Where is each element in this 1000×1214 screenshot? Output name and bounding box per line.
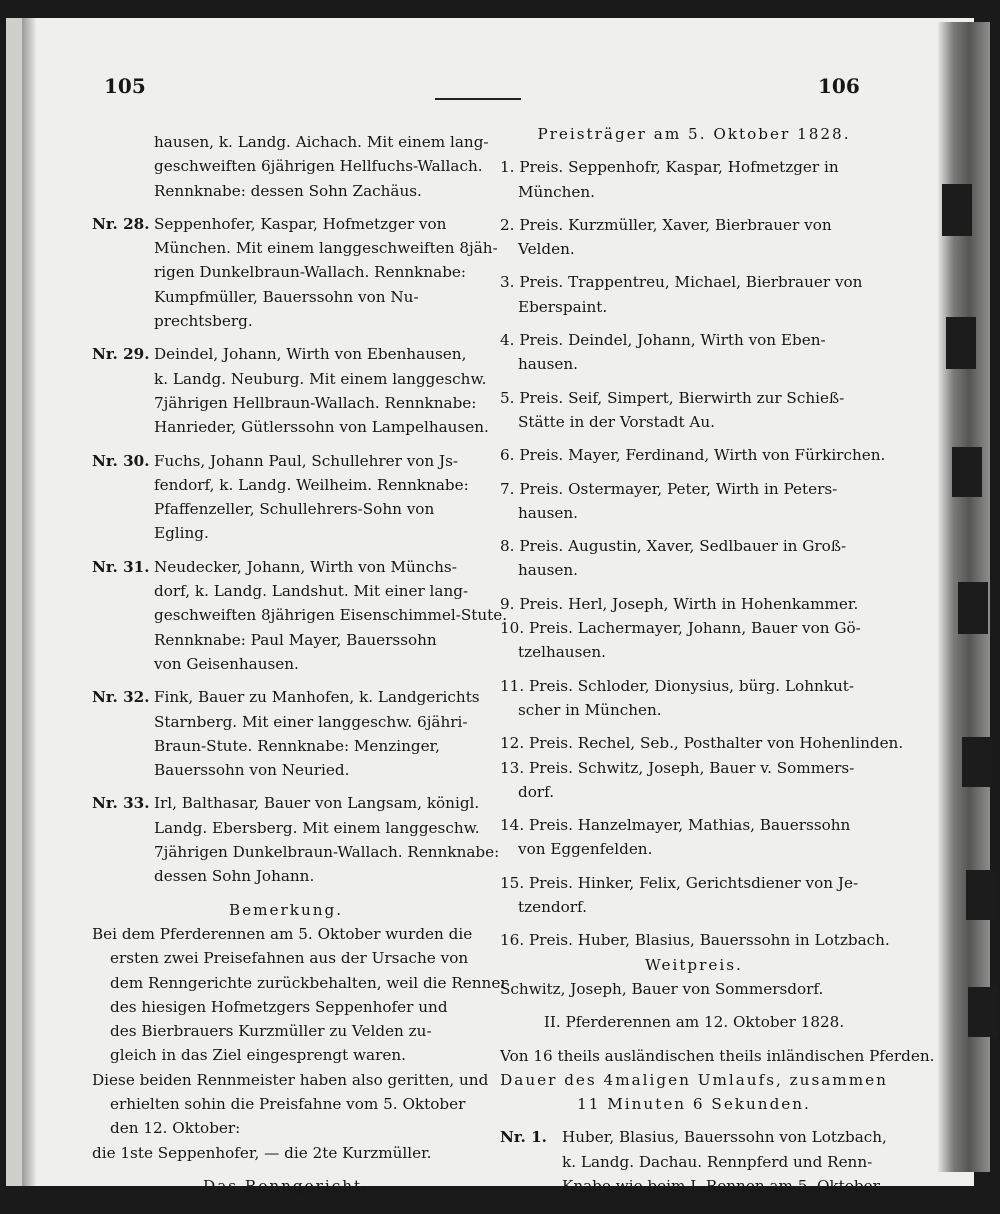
entry-number: Nr. 32.	[92, 688, 150, 707]
line-text: 1. Preis. Seppenhofr, Kaspar, Hofmetzger in	[500, 158, 839, 177]
text-line	[92, 260, 480, 284]
text-line	[500, 534, 888, 558]
entry-number: Nr. 33.	[92, 794, 150, 813]
text-line	[92, 309, 480, 333]
index-tab	[962, 737, 992, 787]
text-line	[92, 391, 480, 415]
text-line	[92, 579, 480, 603]
text-line	[500, 213, 888, 237]
index-tab	[946, 317, 976, 369]
line-text: von Geisenhausen.	[154, 654, 299, 673]
page-number: 106	[818, 74, 860, 98]
line-text: 3. Preis. Trappentreu, Michael, Bierbrauer von	[500, 273, 863, 292]
text-line	[92, 1141, 480, 1165]
line-text: Pfaffenzeller, Schullehrers-Sohn von	[154, 500, 435, 519]
line-text: Von 16 theils ausländischen theils inländischen Pferden.	[500, 1046, 935, 1065]
line-text: Irl, Balthasar, Bauer von Langsam, königl.	[154, 794, 480, 813]
line-text: Rennknabe: dessen Sohn Zachäus.	[154, 181, 422, 200]
line-text: Landg. Ebersberg. Mit einem langgeschw.	[154, 818, 480, 837]
line-text: 6. Preis. Mayer, Ferdinand, Wirth von Fürkirchen.	[500, 446, 886, 465]
text-line	[500, 352, 888, 376]
line-text: des hiesigen Hofmetzgers Seppenhofer und	[110, 997, 448, 1016]
text-line	[500, 1044, 935, 1068]
text-line	[92, 367, 487, 391]
line-text: Preisträger am 5. Oktober 1828.	[537, 125, 851, 143]
text-line	[92, 1092, 480, 1116]
text-line	[92, 734, 480, 758]
line-text: erhielten sohin die Preisfahne vom 5. Oktober	[110, 1094, 466, 1113]
line-text: Bauerssohn von Neuried.	[154, 761, 350, 780]
line-text: München.	[518, 182, 595, 201]
text-line	[92, 652, 480, 676]
line-text: k. Landg. Dachau. Rennpferd und Renn-	[562, 1152, 873, 1171]
text-line	[500, 1174, 888, 1198]
header-rule	[435, 98, 521, 100]
line-text: München. Mit einem langgeschweiften 8jäh-	[154, 239, 498, 258]
line-text: dem Renngerichte zurückbehalten, weil die Renner	[110, 973, 508, 992]
line-text: des Bierbrauers Kurzmüller zu Velden zu-	[110, 1022, 432, 1041]
line-text: 15. Preis. Hinker, Felix, Gerichtsdiener von Je-	[500, 873, 859, 892]
line-text: scher in München.	[518, 700, 662, 719]
text-line	[92, 864, 480, 888]
index-tab	[966, 870, 996, 920]
page-edges	[938, 22, 990, 1172]
text-line	[92, 415, 489, 439]
line-text: 7. Preis. Ostermayer, Peter, Wirth in Peters-	[500, 479, 838, 498]
text-line	[500, 895, 888, 919]
line-text: Neudecker, Johann, Wirth von Münchs-	[154, 557, 457, 576]
line-text: 2. Preis. Kurzmüller, Xaver, Bierbrauer von	[500, 215, 832, 234]
text-line	[500, 1125, 888, 1149]
line-text: dorf.	[518, 782, 555, 801]
line-text: k. Landg. Neuburg. Mit einem langgeschw.	[154, 369, 487, 388]
line-text: prechtsberg.	[154, 312, 253, 331]
text-line	[92, 971, 508, 995]
index-tab	[968, 987, 998, 1037]
text-line	[500, 592, 888, 616]
line-text: 16. Preis. Huber, Blasius, Bauerssohn in Lotzbach.	[500, 931, 890, 950]
line-text: 5. Preis. Seif, Simpert, Bierwirth zur Schieß-	[500, 388, 845, 407]
line-text: Fuchs, Johann Paul, Schullehrer von Js-	[154, 451, 459, 470]
line-text: 14. Preis. Hanzelmayer, Mathias, Bauerssohn	[500, 816, 851, 835]
entry-number: Nr. 29.	[92, 345, 150, 364]
text-line	[500, 674, 888, 698]
line-text: den 12. Oktober:	[110, 1119, 241, 1138]
text-line	[92, 898, 480, 922]
line-text: geschweiften 6jährigen Hellfuchs-Wallach.	[154, 157, 483, 176]
text-line	[92, 236, 498, 260]
text-line	[500, 1150, 888, 1174]
line-text: 7jährigen Hellbraun-Wallach. Rennknabe:	[154, 393, 477, 412]
text-line	[92, 1174, 480, 1198]
text-line	[92, 922, 480, 946]
line-text: Kumpfmüller, Bauerssohn von Nu-	[154, 287, 419, 306]
line-text: fendorf, k. Landg. Weilheim. Rennknabe:	[154, 475, 469, 494]
line-text: 7jährigen Dunkelbraun-Wallach. Rennknabe:	[154, 843, 500, 862]
line-text: 8. Preis. Augustin, Xaver, Sedlbauer in Groß-	[500, 537, 847, 556]
line-text: Diese beiden Rennmeister haben also geritten, und	[92, 1070, 489, 1089]
text-line	[92, 497, 480, 521]
text-line	[500, 122, 888, 146]
entry-number: Nr. 1.	[500, 1128, 547, 1147]
text-line	[92, 449, 480, 473]
text-line	[92, 1043, 480, 1067]
index-tab	[952, 447, 982, 497]
text-line	[500, 237, 888, 261]
text-line	[92, 628, 480, 652]
line-text: 11 Minuten 6 Sekunden.	[577, 1095, 811, 1114]
line-text: Rennknabe: Paul Mayer, Bauerssohn	[154, 630, 437, 649]
text-line	[92, 521, 480, 545]
line-text: Egling.	[154, 524, 209, 543]
entry-number: Nr. 31.	[92, 557, 150, 576]
line-text: Bemerkung.	[228, 900, 344, 919]
line-text: tzendorf.	[518, 898, 587, 917]
text-line	[92, 473, 480, 497]
text-line	[92, 154, 483, 178]
line-text: gleich in das Ziel eingesprengt waren.	[110, 1046, 406, 1065]
text-line	[92, 555, 480, 579]
text-line	[92, 130, 489, 154]
line-text: hausen, k. Landg. Aichach. Mit einem lang-	[154, 133, 489, 151]
line-text: Deindel, Johann, Wirth von Ebenhausen,	[154, 345, 467, 364]
line-text: Das Renngericht.	[203, 1176, 369, 1195]
text-line	[500, 386, 888, 410]
text-line	[92, 946, 480, 970]
right-page-body	[500, 122, 935, 1198]
text-line	[92, 758, 480, 782]
line-text: Stätte in der Vorstadt Au.	[518, 412, 716, 431]
line-text: 10. Preis. Lachermayer, Johann, Bauer von Gö-	[500, 619, 861, 638]
line-text: Dauer des 4maligen Umlaufs, zusammen	[500, 1070, 888, 1089]
text-line	[500, 1092, 888, 1116]
text-line	[92, 791, 480, 815]
line-text: geschweiften 8jährigen Eisenschimmel-Stute.	[154, 606, 508, 625]
text-line	[92, 285, 480, 309]
text-line	[92, 840, 500, 864]
text-line	[500, 616, 888, 640]
text-line	[500, 410, 888, 434]
text-line	[500, 837, 888, 861]
text-line	[500, 1010, 888, 1034]
line-text: hausen.	[518, 561, 579, 580]
line-text: Braun-Stute. Rennknabe: Menzinger,	[154, 736, 440, 755]
line-text: rigen Dunkelbraun-Wallach. Rennknabe:	[154, 263, 467, 282]
text-line	[500, 295, 888, 319]
line-text: hausen.	[518, 503, 579, 522]
text-line	[500, 180, 888, 204]
text-line	[500, 871, 888, 895]
text-line	[92, 995, 480, 1019]
text-line	[500, 756, 888, 780]
book-spine	[22, 18, 36, 1186]
line-text: II. Pferderennen am 12. Oktober 1828.	[543, 1013, 845, 1032]
line-text: tzelhausen.	[518, 643, 606, 662]
line-text: 4. Preis. Deindel, Johann, Wirth von Eben-	[500, 331, 826, 350]
text-line	[92, 1068, 489, 1092]
line-text: hausen.	[518, 355, 579, 374]
line-text: Schwitz, Joseph, Bauer von Sommersdorf.	[500, 979, 824, 998]
line-text: Huber, Blasius, Bauerssohn von Lotzbach,	[562, 1128, 887, 1147]
text-line	[92, 816, 480, 840]
text-line	[500, 953, 888, 977]
text-line	[92, 342, 480, 366]
text-line	[500, 813, 888, 837]
line-text: Knabe wie beim I. Rennen am 5. Oktober.	[562, 1176, 884, 1195]
text-line	[92, 685, 480, 709]
line-text: ersten zwei Preisefahnen aus der Ursache von	[110, 949, 469, 968]
text-line	[500, 977, 888, 1001]
entry-number: Nr. 28.	[92, 214, 150, 233]
index-tab	[942, 184, 972, 236]
line-text: die 1ste Seppenhofer, — die 2te Kurzmüller.	[92, 1143, 432, 1162]
line-text: Fink, Bauer zu Manhofen, k. Landgerichts	[154, 688, 480, 707]
index-tab	[958, 582, 988, 634]
text-line	[500, 698, 888, 722]
line-text: 11. Preis. Schloder, Dionysius, bürg. Lohnkut-	[500, 676, 854, 695]
page-number: 105	[104, 74, 146, 98]
line-text: 9. Preis. Herl, Joseph, Wirth in Hohenkammer.	[500, 594, 859, 613]
text-line	[500, 270, 888, 294]
text-line	[500, 155, 888, 179]
text-line	[500, 328, 888, 352]
text-line	[500, 928, 888, 952]
text-line	[92, 710, 480, 734]
line-text: 12. Preis. Rechel, Seb., Posthalter von Hohenlinden.	[500, 734, 904, 753]
text-line	[500, 640, 888, 664]
line-text: Velden.	[518, 240, 575, 259]
line-text: Bei dem Pferderennen am 5. Oktober wurden die	[92, 924, 473, 943]
line-text: Weitpreis.	[645, 955, 743, 974]
line-text: Eberspaint.	[518, 297, 608, 316]
text-line	[92, 212, 480, 236]
text-line	[500, 443, 888, 467]
text-line	[500, 1068, 888, 1092]
text-line	[500, 731, 904, 755]
line-text: von Eggenfelden.	[518, 840, 653, 859]
text-line	[92, 603, 508, 627]
line-text: 13. Preis. Schwitz, Joseph, Bauer v. Sommers-	[500, 758, 855, 777]
text-line	[500, 558, 888, 582]
text-line	[92, 179, 480, 203]
line-text: dessen Sohn Johann.	[154, 867, 315, 886]
line-text: Hanrieder, Gütlerssohn von Lampelhausen.	[154, 418, 489, 437]
line-text: Seppenhofer, Kaspar, Hofmetzger von	[154, 214, 447, 233]
text-line	[92, 1116, 480, 1140]
left-page-body	[92, 130, 508, 1198]
line-text: Starnberg. Mit einer langgeschw. 6jähri-	[154, 712, 468, 731]
text-line	[500, 477, 888, 501]
text-line	[500, 501, 888, 525]
text-line	[500, 780, 888, 804]
text-line	[92, 1019, 480, 1043]
line-text: dorf, k. Landg. Landshut. Mit einer lang-	[154, 582, 469, 601]
entry-number: Nr. 30.	[92, 451, 150, 470]
